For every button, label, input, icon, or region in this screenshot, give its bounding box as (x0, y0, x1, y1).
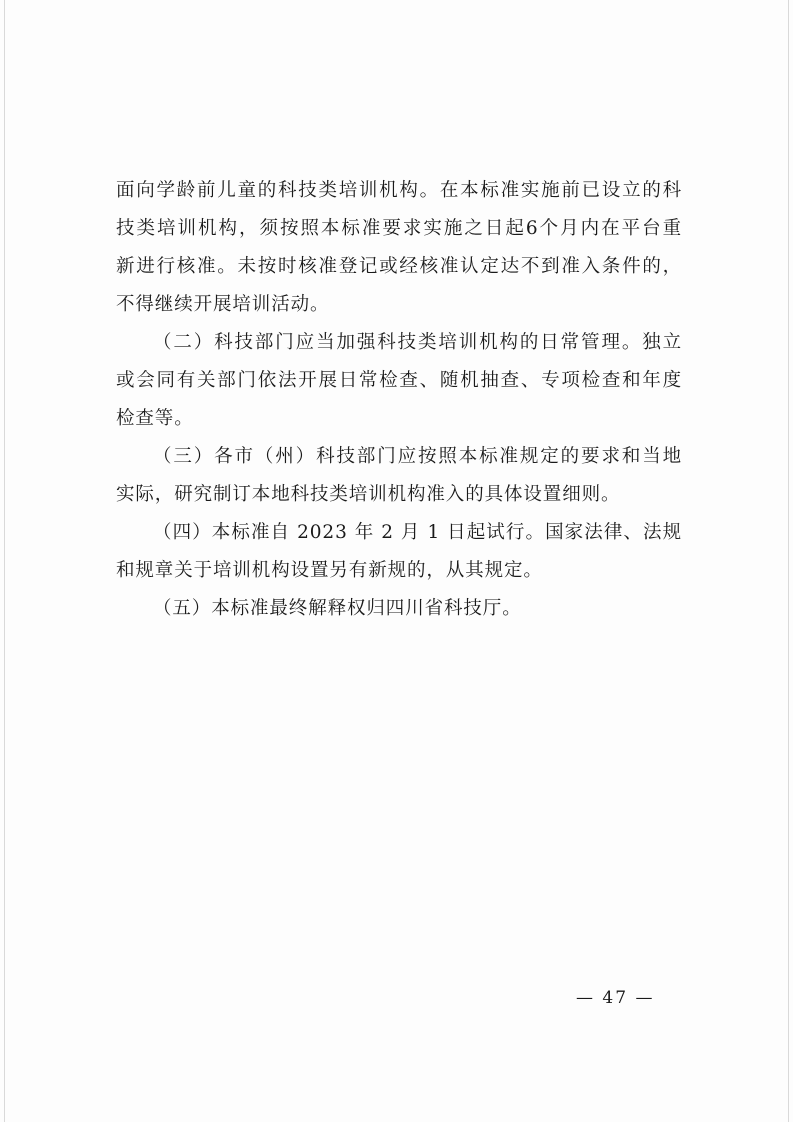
text-line: 或会同有关部门依法开展日常检查、随机抽查、专项检查和年度 (116, 370, 682, 391)
paragraph-item-2-start: （二）科技部门应当加强科技类培训机构的日常管理。独立 (153, 332, 682, 353)
text-line: 技类培训机构，须按照本标准要求实施之日起6个月内在平台重 (116, 218, 682, 239)
scan-edge-right (788, 0, 789, 1122)
paragraph-item-5-start: （五）本标准最终解释权归四川省科技厅。 (153, 598, 522, 619)
scan-edge-left (4, 0, 5, 1122)
text-line: 和规章关于培训机构设置另有新规的，从其规定。 (116, 560, 543, 581)
paragraph-item-4-start: （四）本标准自 2023 年 2 月 1 日起试行。国家法律、法规 (153, 522, 682, 543)
body-text (116, 172, 682, 628)
text-line: 新进行核准。未按时核准登记或经核准认定达不到准入条件的， (116, 256, 682, 277)
text-line: 检查等。 (116, 408, 194, 429)
paragraph-item-3-start: （三）各市（州）科技部门应按照本标准规定的要求和当地 (153, 446, 682, 467)
page-number: — 47 — (576, 988, 655, 1008)
text-line: 面向学龄前儿童的科技类培训机构。在本标准实施前已设立的科 (116, 180, 682, 201)
text-line: 实际，研究制订本地科技类培训机构准入的具体设置细则。 (116, 484, 621, 505)
text-line: 不得继续开展培训活动。 (116, 294, 330, 315)
